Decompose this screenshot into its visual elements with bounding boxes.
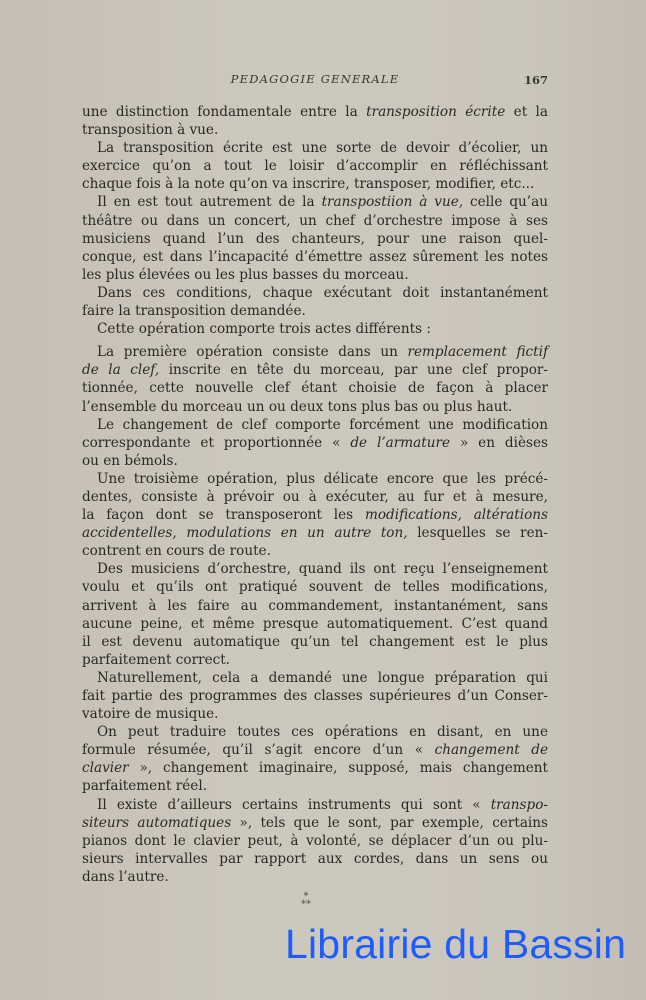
text-run: pianos dont le clavier peut, à volonté, se déplacer d’un ou plu- — [82, 832, 548, 849]
paragraph — [82, 470, 548, 560]
text-run: Des musiciens d’orchestre, quand ils ont reçu l’enseignement — [97, 561, 548, 578]
text-run: La première opération consiste dans un — [97, 344, 408, 361]
asterism-bottom: ** — [301, 899, 311, 910]
text-run: parfaitement réel. — [82, 778, 208, 795]
text-line — [82, 633, 548, 651]
text-line — [82, 560, 548, 578]
text-line — [82, 850, 548, 868]
running-title: PEDAGOGIE GENERALE — [230, 72, 400, 86]
text-line — [82, 302, 548, 320]
text-line — [82, 470, 548, 488]
text-line — [82, 669, 548, 687]
paragraph — [82, 103, 548, 139]
text-run: une distinction fondamentale entre la — [82, 104, 367, 120]
text-line — [82, 230, 548, 248]
text-run: tionnée, cette nouvelle clef étant choisie de façon à placer — [82, 380, 548, 397]
text-line — [82, 651, 548, 669]
text-run: contrent en cours de route. — [82, 543, 271, 560]
paragraph — [82, 193, 548, 283]
text-line — [82, 524, 548, 542]
text-run: théâtre ou dans un concert, un chef d’orchestre impose à ses — [82, 212, 548, 229]
text-run: », tels que le sont, par exemple, certains — [231, 814, 548, 831]
text-line — [82, 814, 548, 832]
text-run: celle qu’au — [463, 194, 548, 211]
text-run: sieurs intervalles par rapport aux cordes, dans un sens ou — [82, 850, 548, 867]
text-run: lesquelles se ren- — [407, 525, 548, 542]
text-line — [82, 759, 548, 777]
text-line — [82, 777, 548, 795]
text-run: la façon dont se transposeront les — [82, 507, 365, 524]
text-run: les plus élevées ou les plus basses du morceau. — [82, 266, 409, 283]
text-line — [82, 157, 548, 175]
text-run: conque, est dans l’incapacité d’émettre assez sûrement les notes — [82, 248, 548, 265]
paragraph — [82, 139, 548, 193]
text-line — [82, 434, 548, 452]
text-run: Le changement de clef comporte forcément une modification — [97, 416, 548, 433]
text-line — [82, 796, 548, 814]
text-run: parfaitement correct. — [82, 651, 231, 668]
paragraph — [82, 320, 548, 338]
text-line — [82, 615, 548, 633]
text-line — [82, 320, 548, 338]
text-line — [82, 343, 548, 361]
text-line — [82, 193, 548, 211]
text-line — [82, 121, 548, 139]
text-run: » en dièses — [450, 434, 548, 451]
text-line — [82, 103, 548, 121]
text-run: ou en bémols. — [82, 452, 178, 469]
text-run: aucune peine, et même presque automatiquement. C’est quand — [82, 615, 548, 632]
paragraph — [82, 343, 548, 415]
italic-text: changement de — [434, 742, 549, 759]
paragraph — [82, 416, 548, 470]
text-line — [82, 452, 548, 470]
text-line — [82, 139, 548, 157]
text-line — [82, 506, 548, 524]
text-run: La transposition écrite est une sorte de devoir d’écolier, un — [97, 140, 548, 157]
text-run: faire la transposition demandée. — [82, 303, 306, 320]
paragraph — [82, 560, 548, 669]
text-run: Il en est tout autrement de la — [97, 194, 322, 211]
text-run: transposition à vue. — [82, 122, 219, 139]
text-run: et la — [505, 104, 548, 120]
text-line — [82, 266, 548, 284]
text-run: », changement imaginaire, supposé, mais changement — [128, 760, 548, 777]
text-line — [82, 361, 548, 379]
text-run: l’ensemble du morceau un ou deux tons plus bas ou plus haut. — [82, 398, 513, 415]
page-number: 167 — [523, 73, 548, 87]
text-line — [82, 578, 548, 596]
italic-text: transposition écrite — [366, 104, 506, 120]
text-run: vatoire de musique. — [82, 706, 219, 723]
text-line — [82, 868, 548, 886]
text-line — [82, 248, 548, 266]
text-line — [82, 741, 548, 759]
text-run: Une troisième opération, plus délicate encore que les précé- — [97, 470, 548, 487]
italic-text: modifications, altérations — [364, 507, 548, 524]
paragraph — [82, 723, 548, 795]
text-run: Dans ces conditions, chaque exécutant doit instantanément — [97, 284, 548, 301]
text-line — [82, 832, 548, 850]
italic-text: remplacement fictif — [407, 344, 548, 361]
text-run: dentes, consiste à prévoir ou à exécuter, au fur et à mesure, — [82, 488, 548, 505]
italic-text: siteurs automatiques — [82, 814, 232, 831]
text-run: musiciens quand l’un des chanteurs, pour une raison quel- — [82, 230, 548, 247]
text-run: Cette opération comporte trois actes différents : — [97, 321, 431, 338]
italic-text: accidentelles, modulations en un autre ton, — [82, 525, 408, 542]
text-run: voulu et qu’ils ont pratiqué souvent de telles modifications, — [82, 579, 548, 596]
paragraph — [82, 284, 548, 320]
text-line — [82, 379, 548, 397]
text-line — [82, 398, 548, 416]
italic-text: transpo- — [490, 796, 548, 813]
text-run: exercice qu’on a tout le loisir d’accomplir en réfléchissant — [82, 158, 548, 175]
italic-text: transpostiion à vue, — [321, 194, 464, 211]
text-run: arrivent à les faire au commandement, instantanément, sans — [82, 597, 548, 614]
text-line — [82, 488, 548, 506]
text-run: il est devenu automatique qu’un tel changement est le plus — [82, 633, 548, 650]
paragraph — [82, 669, 548, 723]
text-line — [82, 723, 548, 741]
text-run: dans l’autre. — [82, 868, 169, 885]
text-run: Il existe d’ailleurs certains instruments qui sont « — [97, 796, 491, 813]
text-run: formule résumée, qu’il s’agit encore d’un « — [82, 742, 435, 759]
asterism-divider — [296, 893, 316, 909]
italic-text: clavier — [82, 760, 129, 777]
text-line — [82, 597, 548, 615]
paragraph — [82, 796, 548, 886]
text-line — [82, 687, 548, 705]
page-header — [82, 72, 548, 90]
text-run: On peut traduire toutes ces opérations en disant, en une — [97, 724, 548, 741]
text-line — [82, 212, 548, 230]
text-line — [82, 416, 548, 434]
text-run: chaque fois à la note qu’on va inscrire, transposer, modifier, etc... — [82, 176, 535, 193]
text-run: Naturellement, cela a demandé une longue préparation qui — [97, 669, 548, 686]
text-run: fait partie des programmes des classes supérieures d’un Conser- — [82, 688, 548, 704]
italic-text: de l’armature — [350, 434, 451, 451]
italic-text: de la clef, — [82, 362, 160, 379]
text-run: correspondante et proportionnée « — [82, 434, 351, 451]
body-text — [82, 103, 548, 886]
text-line — [82, 542, 548, 560]
asterism-top: * — [303, 891, 309, 902]
text-line — [82, 284, 548, 302]
watermark: Librairie du Bassin — [285, 921, 627, 967]
text-line — [82, 175, 548, 193]
text-run: inscrite en tête du morceau, par une clef propor- — [159, 362, 548, 379]
text-line — [82, 705, 548, 723]
